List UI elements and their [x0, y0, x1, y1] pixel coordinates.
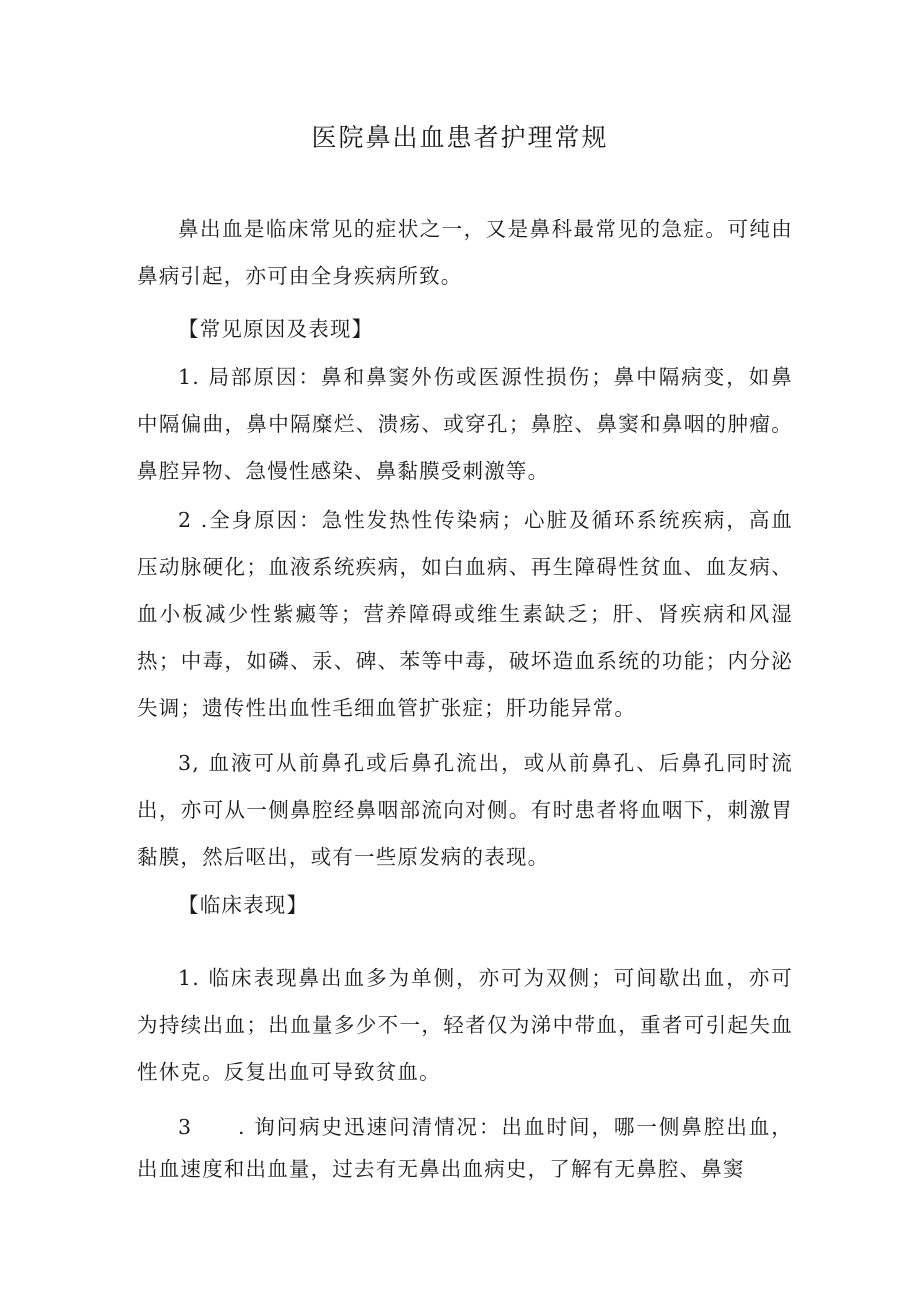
causes-item-local: 1. 局部原因：鼻和鼻窦外伤或医源性损伤；鼻中隔病变，如鼻中隔偏曲，鼻中隔糜烂、溃疡、或穿孔；鼻腔、鼻窦和鼻咽的肿瘤。鼻腔异物、急慢性感染、鼻黏膜受刺激等。: [137, 365, 793, 483]
clinical-item-history: 3 . 询问病史迅速问清情况：出血时间，哪一侧鼻腔出血，出血速度和出血量，过去有无鼻出血病史，了解有无鼻腔、鼻窦: [137, 1115, 793, 1181]
page-title: 医院鼻出血患者护理常规: [311, 123, 609, 152]
section-heading-causes: 【常见原因及表现】: [178, 317, 374, 341]
section-heading-clinical: 【临床表现】: [178, 893, 309, 917]
causes-item-systemic: 2 .全身原因：急性发热性传染病；心脏及循环系统疾病，高血压动脉硬化；血液系统疾病，如白血病、再生障碍性贫血、血友病、血小板减少性紫癜等；营养障碍或维生素缺乏；肝、肾疾病和风湿热；中毒，如磷、汞、碑、苯等中毒，破坏造血系统的功能；内分泌失调；遗传性出血性毛细血管扩张症；肝功能异常。: [137, 508, 793, 720]
clinical-item-presentation: 1. 临床表现鼻出血多为单侧，亦可为双侧；可间歇出血，亦可为持续出血；出血量多少不一，轻者仅为涕中带血，重者可引起失血性休克。反复出血可导致贫血。: [137, 966, 793, 1084]
intro-paragraph: 鼻出血是临床常见的症状之一，又是鼻科最常见的急症。可纯由鼻病引起，亦可由全身疾病所致。: [137, 217, 793, 288]
causes-item-bleeding: 3, 血液可从前鼻孔或后鼻孔流出，或从前鼻孔、后鼻孔同时流出，亦可从一侧鼻腔经鼻咽部流向对侧。有时患者将血咽下，刺激胃黏膜，然后呕出，或有一些原发病的表现。: [137, 751, 793, 869]
